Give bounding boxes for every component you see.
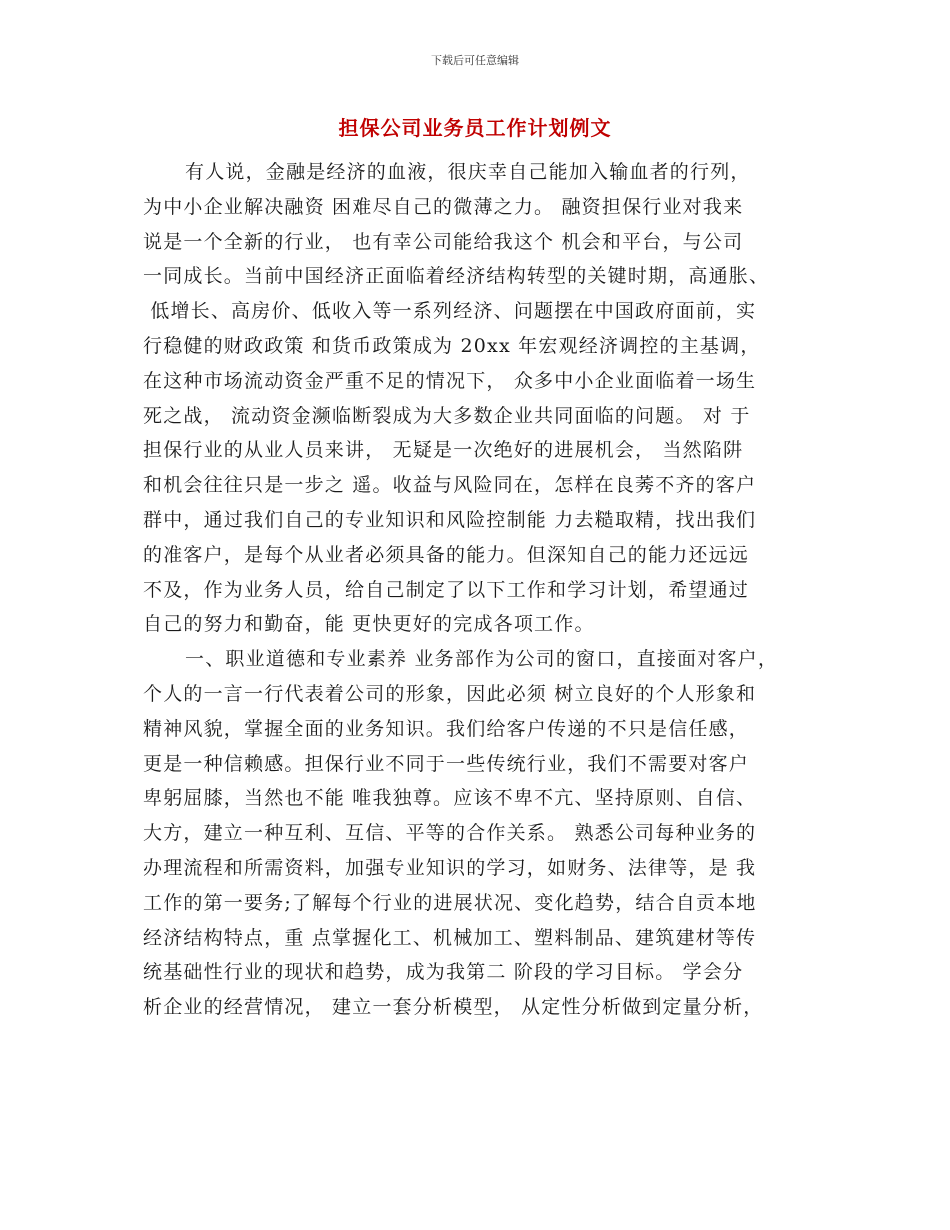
paragraph-line: 经济结构特点，重 点掌握化工、机械加工、塑料制品、建筑建材等传 (143, 926, 757, 949)
paragraph-line: 自己的努力和勤奋，能 更快更好的完成各项工作。 (143, 613, 595, 636)
paragraph-line: 和机会往往只是一步之 遥。收益与风险同在，怎样在良莠不齐的客户 (143, 474, 757, 497)
document-body (143, 155, 833, 1025)
paragraph-line: 担保行业的从业人员来讲， 无疑是一次绝好的进展机会， 当然陷阱 (143, 439, 744, 462)
paragraph-line: 行稳健的财政政策 和货币政策成为 20xx 年宏观经济调控的主基调， (143, 334, 761, 357)
paragraph-line: 大方，建立一种互利、互信、平等的合作关系。 熟悉公司每种业务的 (143, 822, 757, 845)
paragraph-line: 有人说，金融是经济的血液，很庆幸自己能加入输血者的行列， (185, 161, 751, 183)
paragraph-line: 低增长、高房价、低收入等一系列经济、问题摆在中国政府面前，实 (143, 300, 757, 323)
header-note: 下载后可任意编辑 (431, 54, 519, 67)
paragraph-line: 在这种市场流动资金严重不足的情况下， 众多中小企业面临着一场生 (143, 369, 757, 392)
paragraph-line: 的准客户，是每个从业者必须具备的能力。但深知自己的能力还远远 (143, 543, 750, 566)
paragraph-line: 办理流程和所需资料，加强专业知识的学习，如财务、法律等，是 我 (143, 856, 757, 879)
paragraph-line: 更是一种信赖感。担保行业不同于一些传统行业，我们不需要对客户 (143, 752, 750, 775)
paragraph-line: 一同成长。当前中国经济正面临着经济结构转型的关键时期，高通胀、 (143, 265, 770, 288)
paragraph-line: 为中小企业解决融资 困难尽自己的微薄之力。 融资担保行业对我来 (143, 195, 744, 218)
paragraph-line: 工作的第一要务;了解每个行业的进展状况、变化趋势，结合自贡本地 (143, 891, 757, 914)
paragraph-line: 群中，通过我们自己的专业知识和风险控制能 力去糙取精，找出我们 (143, 508, 757, 531)
paragraph-line: 一、职业道德和专业素养 业务部作为公司的窗口，直接面对客户， (185, 648, 779, 671)
paragraph-line: 不及，作为业务人员，给自己制定了以下工作和学习计划，希望通过 (143, 578, 750, 601)
paragraph-line: 精神风貌，掌握全面的业务知识。我们给客户传递的不只是信任感， (143, 717, 750, 740)
paragraph-line: 说是一个全新的行业， 也有幸公司能给我这个 机会和平台，与公司 (143, 230, 744, 253)
paragraph-line: 卑躬屈膝，当然也不能 唯我独尊。应该不卑不亢、坚持原则、自信、 (143, 787, 757, 810)
paragraph-line: 析企业的经营情况， 建立一套分析模型， 从定性分析做到定量分析， (143, 996, 764, 1019)
paragraph-line: 个人的一言一行代表着公司的形象，因此必须 树立良好的个人形象和 (143, 682, 757, 705)
document-title: 担保公司业务员工作计划例文 (338, 116, 612, 140)
paragraph-line: 死之战， 流动资金濒临断裂成为大多数企业共同面临的问题。 对 于 (143, 404, 751, 427)
paragraph-line: 统基础性行业的现状和趋势，成为我第二 阶段的学习目标。 学会分 (143, 961, 744, 984)
